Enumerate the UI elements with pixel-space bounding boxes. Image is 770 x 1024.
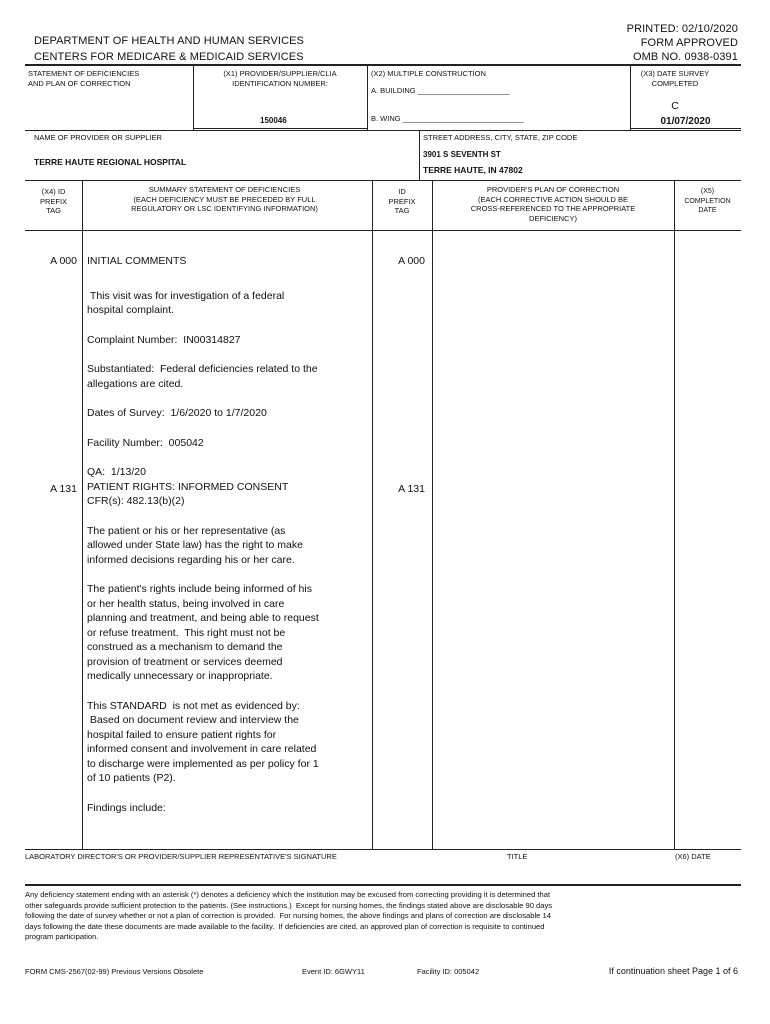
form-id: FORM CMS-2567(02-99) Previous Versions Obsolete — [25, 967, 204, 976]
survey-code: C — [671, 100, 679, 112]
printed-date: PRINTED: 02/10/2020 — [626, 23, 738, 35]
disclaimer-text: Any deficiency statement ending with an asterisk (*) denotes a deficiency which the institution may be excused from correcting providing it is determined that other safeguards provide sufficient protection to the patients. (See instructions.) Except for nursing homes, the findings stated above are disclosable 90 days following the date of survey whether or not a plan of correction is provided. For nursing homes, the above findings and plans of correction are disclosable 14 days following the date these documents are made available to the facility. If deficiencies are cited, an approved plan of correction is requisite to continued program participation. — [25, 890, 553, 941]
wing-field: B. WING _____________________________ — [371, 114, 524, 123]
complaint-number: Complaint Number: IN00314827 — [87, 333, 241, 346]
provider-id-value: 150046 — [260, 116, 287, 125]
provider-name-label: NAME OF PROVIDER OR SUPPLIER — [34, 133, 162, 142]
form-approved: FORM APPROVED — [640, 37, 738, 49]
title-label: TITLE — [507, 852, 528, 861]
paragraph: Substantiated: Federal deficiencies related to the allegations are cited. — [87, 363, 318, 390]
date-survey-label: (X3) DATE SURVEY COMPLETED — [640, 69, 710, 88]
completion-date-header: (X5) COMPLETION DATE — [684, 188, 731, 214]
event-id: Event ID: 6GWY11 — [302, 967, 365, 976]
survey-date: 01/07/2020 — [660, 116, 711, 127]
a131-title: PATIENT RIGHTS: INFORMED CONSENT — [87, 480, 289, 493]
building-field: A. BUILDING ______________________ — [371, 86, 510, 95]
department-line: DEPARTMENT OF HEALTH AND HUMAN SERVICES — [34, 35, 304, 47]
a131-cfr: CFR(s): 482.13(b)(2) — [87, 495, 185, 507]
survey-dates: Dates of Survey: 1/6/2020 to 1/7/2020 — [87, 407, 267, 419]
page-indicator: If continuation sheet Page 1 of 6 — [608, 966, 738, 976]
street-address: 3901 S SEVENTH ST — [423, 150, 501, 159]
paragraph: The patient or his or her representative (as allowed under State law) has the right to make informed decisions regarding his or her care. — [87, 524, 303, 566]
provider-id-label: (X1) PROVIDER/SUPPLIER/CLIA IDENTIFICATION NUMBER: — [223, 69, 337, 88]
address-label: STREET ADDRESS, CITY, STATE, ZIP CODE — [423, 133, 578, 142]
facility-id: Facility ID: 005042 — [417, 967, 480, 976]
omb-number: OMB NO. 0938-0391 — [632, 51, 738, 63]
tag-a000: A 000 — [50, 255, 77, 267]
paragraph: This STANDARD is not met as evidenced by: Based on document review and interview the hospital failed to ensure patient rights for informed consent and involvement in care related to discharge were implemented as per policy for 1 of 10 patients (P2). — [87, 699, 319, 784]
city-state-zip: TERRE HAUTE, IN 47802 — [423, 165, 523, 175]
tag-a000-right: A 000 — [398, 255, 425, 267]
qa-date: QA: 1/13/20 — [87, 466, 146, 478]
initial-comments-heading: INITIAL COMMENTS — [87, 255, 187, 267]
paragraph: This visit was for investigation of a federal hospital complaint. — [87, 289, 285, 316]
signature-rule — [25, 849, 741, 850]
disclaimer-rule — [25, 884, 741, 886]
multiple-construction-label: (X2) MULTIPLE CONSTRUCTION — [371, 69, 486, 78]
paragraph: The patient's rights include being informed of his or her health status, being involved in care planning and treatment, and being able to request or refuse treatment. This right must not be construed as a mechanism to demand the provision of treatment or services deemed medically unnecessary or inappropriate. — [87, 583, 319, 682]
plan-of-correction-header: PROVIDER'S PLAN OF CORRECTION (EACH CORRECTIVE ACTION SHOULD BE CROSS-REFERENCED TO THE APPROPRIATE DEFICIENCY) — [470, 185, 636, 223]
id-prefix-header: ID PREFIX TAG — [388, 187, 416, 215]
summary-statement-header: SUMMARY STATEMENT OF DEFICIENCIES (EACH DEFICIENCY MUST BE PRECEDED BY FULL REGULATORY OR LSC IDENTIFYING INFORMATION) — [131, 185, 318, 213]
x4-id-prefix-header: (X4) ID PREFIX TAG — [39, 187, 68, 215]
facility-number: Facility Number: 005042 — [87, 436, 204, 449]
tag-a131-right: A 131 — [398, 483, 425, 495]
signature-label: LABORATORY DIRECTOR'S OR PROVIDER/SUPPLIER REPRESENTATIVE'S SIGNATURE — [25, 852, 337, 861]
provider-name: TERRE HAUTE REGIONAL HOSPITAL — [34, 157, 187, 167]
tag-a131: A 131 — [50, 483, 77, 495]
agency-line: CENTERS FOR MEDICARE & MEDICAID SERVICES — [34, 51, 304, 63]
findings-include: Findings include: — [87, 801, 166, 814]
statement-label: STATEMENT OF DEFICIENCIES AND PLAN OF CORRECTION — [28, 69, 140, 88]
header-rule — [25, 64, 741, 66]
x6-date-label: (X6) DATE — [675, 852, 711, 861]
summary-text — [87, 254, 369, 830]
